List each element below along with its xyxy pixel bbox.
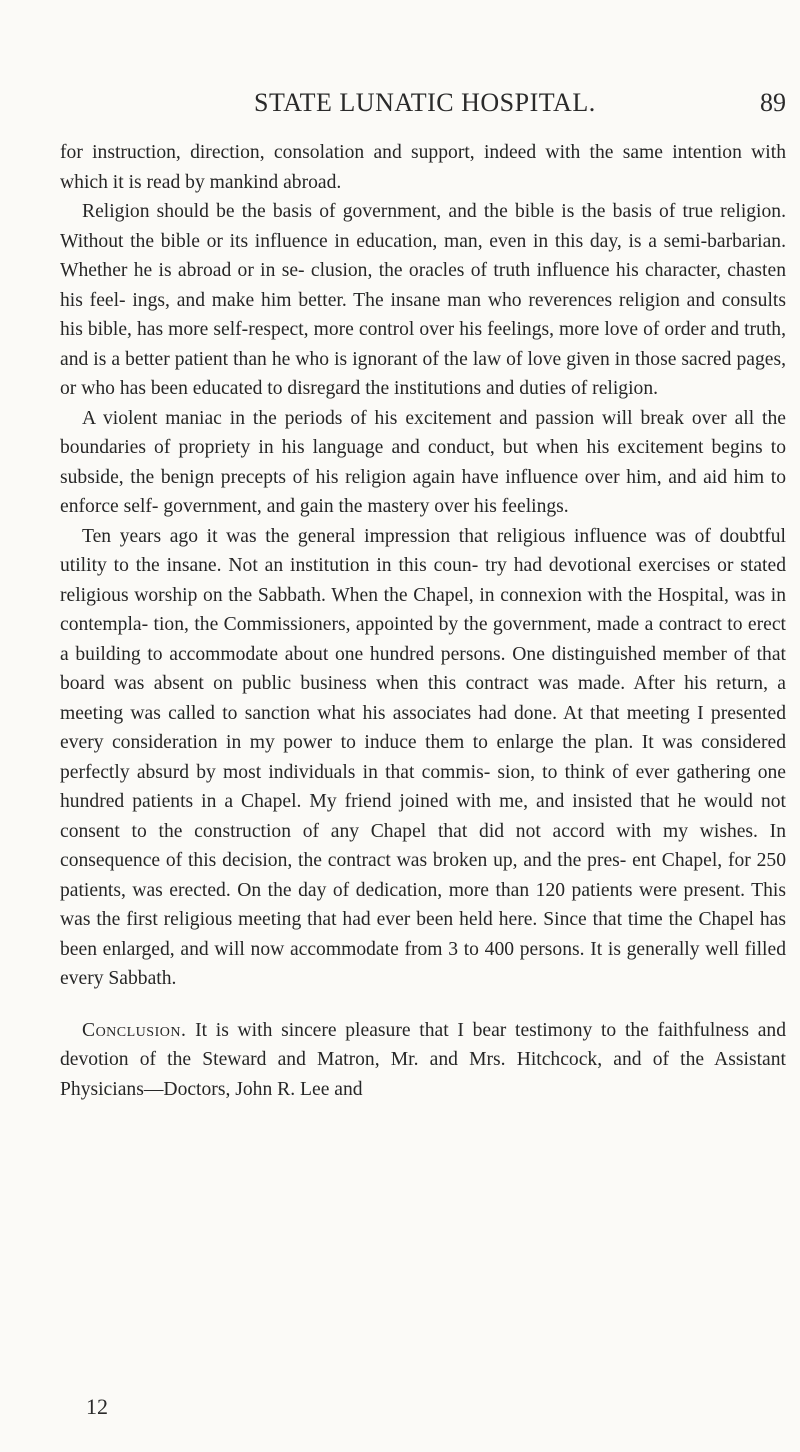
signature-mark: 12	[86, 1394, 108, 1419]
paragraph-religion: Religion should be the basis of government, and the bible is the basis of true religion. Without the bible or its influence in education, man, even in this day, is a semi-barbarian. Whether he is abroad or in se- clusion, the oracles of truth influence his character, chasten his feel- ings, and make him better. The insane man who reverences religion and consults his bible, has more self-respect, more control over his feelings, more love of order and truth, and is a better patient than he who is ignorant of the law of love given in those sacred pages, or who has been educated to disregard the institutions and duties of religion.	[60, 201, 786, 399]
paragraph-violent-maniac: A violent maniac in the periods of his excitement and passion will break over all the boundaries of propriety in his language and conduct, but when his excitement begins to subside, the benign precepts of his religion again have influence over him, and aid him to enforce self- government, and gain the mastery over his feelings.	[60, 407, 786, 517]
paragraph-chapel-history: Ten years ago it was the general impression that religious influence was of doubtful utility to the insane. Not an institution in this coun- try had devotional exercises or stated religious worship on the Sabbath. When the Chapel, in connexion with the Hospital, was in contempla- tion, the Commissioners, appointed by the government, made a contract to erect a building to accommodate about one hundred persons. One distinguished member of that board was absent on public business when this contract was made. After his return, a meeting was called to sanction what his associates had done. At that meeting I presented every consideration in my power to induce them to enlarge the plan. It was considered perfectly absurd by most individuals in that commis- sion, to think of ever gathering one hundred patients in a Chapel. My friend joined with me, and insisted that he would not consent to the construction of any Chapel that did not accord with my wishes. In consequence of this decision, the contract was broken up, and the pres- ent Chapel, for 250 patients, was erected. On the day of dedication, more than 120 patients were present. This was the first religious meeting that had ever been held here. Since that time the Chapel has been enlarged, and will now accommodate from 3 to 400 persons. It is generally well filled every Sabbath.	[60, 525, 786, 989]
paragraph-continued: for instruction, direction, consolation and support, indeed with the same intention with which it is read by mankind abroad.	[60, 142, 786, 193]
conclusion-heading: Conclusion.	[82, 1019, 187, 1041]
conclusion-text: It is with sincere pleasure that I bear testimony to the faithfulness and devotion of the Steward and Matron, Mr. and Mrs. Hitchcock, and of the Assistant Physicians—Doctors, John R. Lee and	[60, 1019, 786, 1100]
running-title: STATE LUNATIC HOSPITAL.	[254, 88, 596, 117]
running-head	[60, 88, 786, 124]
paragraph-conclusion	[60, 1016, 786, 1105]
page-number: 89	[760, 88, 786, 117]
body-text	[60, 138, 786, 1104]
